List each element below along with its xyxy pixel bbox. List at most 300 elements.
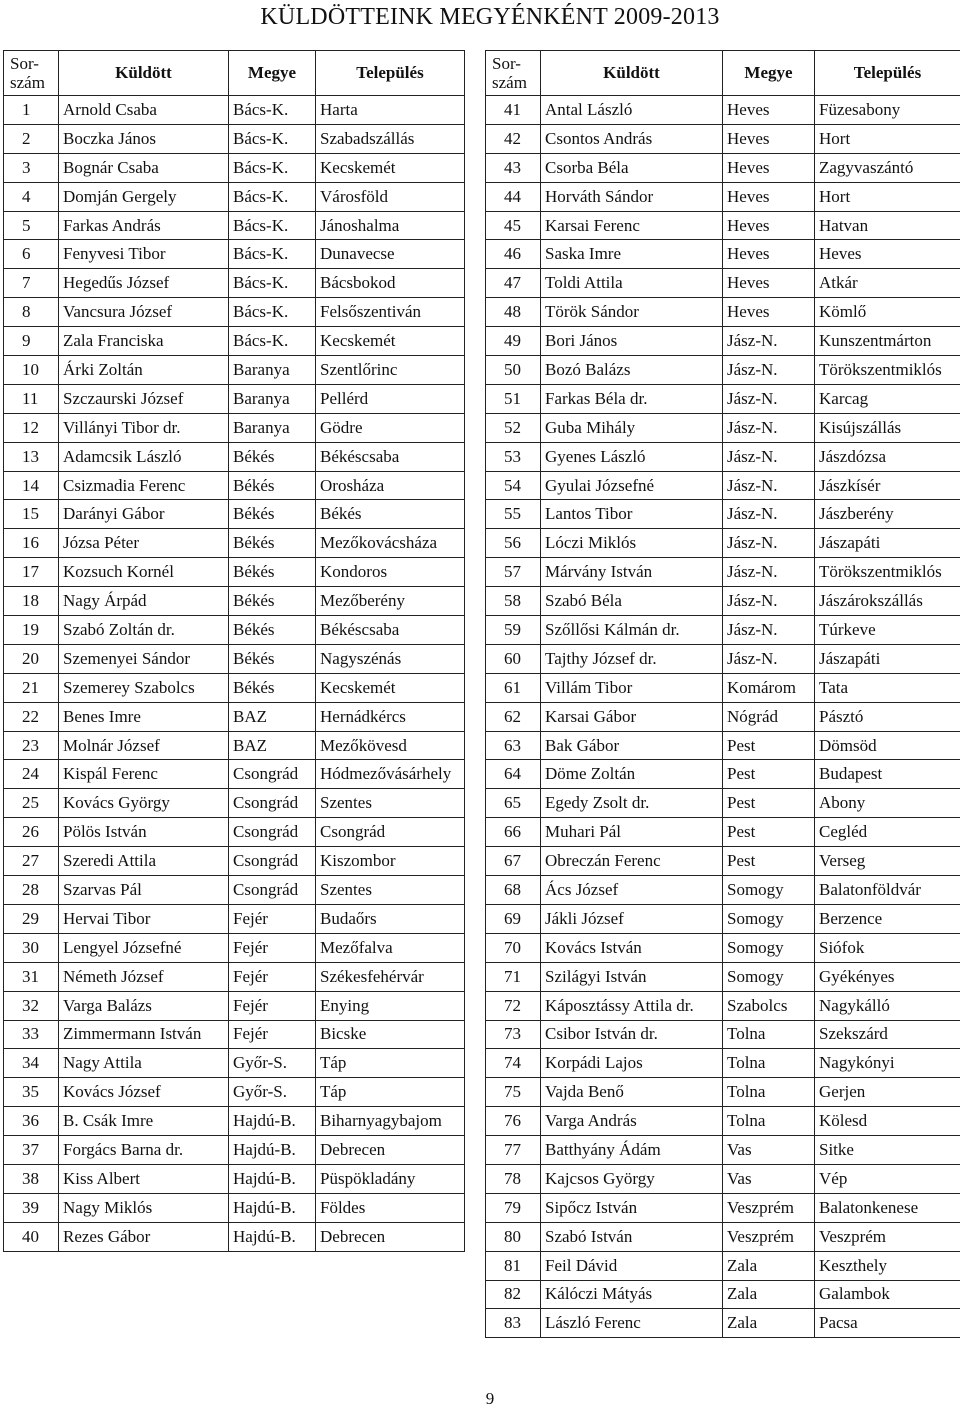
cell-telepules: Bácsbokod <box>316 269 465 298</box>
header-megye: Megye <box>723 51 815 96</box>
cell-telepules: Mezőkövesd <box>316 731 465 760</box>
cell-megye: Bács-K. <box>229 269 316 298</box>
cell-megye: Jász-N. <box>723 616 815 645</box>
cell-kuldott: Darányi Gábor <box>59 500 229 529</box>
table-row <box>486 616 960 645</box>
cell-kuldott: Kovács István <box>541 933 723 962</box>
cell-sorszam: 55 <box>486 500 541 529</box>
cell-megye: Pest <box>723 847 815 876</box>
cell-megye: Heves <box>723 211 815 240</box>
table-row <box>486 240 960 269</box>
cell-sorszam: 59 <box>486 616 541 645</box>
cell-sorszam: 12 <box>4 413 59 442</box>
cell-kuldott: Karsai Gábor <box>541 702 723 731</box>
cell-telepules: Enying <box>316 991 465 1020</box>
cell-megye: Tolna <box>723 1049 815 1078</box>
cell-megye: Heves <box>723 182 815 211</box>
table-row <box>4 240 465 269</box>
cell-megye: BAZ <box>229 702 316 731</box>
cell-sorszam: 29 <box>4 904 59 933</box>
cell-sorszam: 30 <box>4 933 59 962</box>
cell-megye: Fejér <box>229 933 316 962</box>
cell-sorszam: 4 <box>4 182 59 211</box>
cell-sorszam: 5 <box>4 211 59 240</box>
table-row <box>4 991 465 1020</box>
cell-megye: Veszprém <box>723 1222 815 1251</box>
cell-kuldott: Gyenes László <box>541 442 723 471</box>
cell-sorszam: 24 <box>4 760 59 789</box>
cell-sorszam: 32 <box>4 991 59 1020</box>
cell-megye: Hajdú-B. <box>229 1136 316 1165</box>
table-row <box>4 760 465 789</box>
cell-kuldott: Villám Tibor <box>541 673 723 702</box>
cell-kuldott: Kozsuch Kornél <box>59 558 229 587</box>
cell-telepules: Verseg <box>815 847 960 876</box>
table-row <box>4 962 465 991</box>
cell-sorszam: 33 <box>4 1020 59 1049</box>
cell-megye: Pest <box>723 789 815 818</box>
cell-kuldott: Csorba Béla <box>541 153 723 182</box>
cell-kuldott: Csizmadia Ferenc <box>59 471 229 500</box>
cell-telepules: Székesfehérvár <box>316 962 465 991</box>
cell-kuldott: Egedy Zsolt dr. <box>541 789 723 818</box>
cell-megye: Jász-N. <box>723 644 815 673</box>
table-row <box>486 211 960 240</box>
cell-telepules: Hatvan <box>815 211 960 240</box>
table-row <box>4 1193 465 1222</box>
cell-telepules: Pásztó <box>815 702 960 731</box>
cell-telepules: Táp <box>316 1078 465 1107</box>
cell-telepules: Békéscsaba <box>316 616 465 645</box>
cell-sorszam: 35 <box>4 1078 59 1107</box>
cell-sorszam: 47 <box>486 269 541 298</box>
table-header-row <box>486 51 960 96</box>
cell-kuldott: Varga Balázs <box>59 991 229 1020</box>
table-row <box>486 587 960 616</box>
table-row <box>4 182 465 211</box>
cell-telepules: Püspökladány <box>316 1164 465 1193</box>
cell-telepules: Jászapáti <box>815 529 960 558</box>
cell-telepules: Törökszentmiklós <box>815 356 960 385</box>
cell-megye: Békés <box>229 558 316 587</box>
cell-sorszam: 76 <box>486 1107 541 1136</box>
cell-megye: Bács-K. <box>229 211 316 240</box>
cell-megye: Bács-K. <box>229 124 316 153</box>
cell-kuldott: Bognár Csaba <box>59 153 229 182</box>
cell-kuldott: Szarvas Pál <box>59 876 229 905</box>
cell-kuldott: Szabó Béla <box>541 587 723 616</box>
cell-telepules: Keszthely <box>815 1251 960 1280</box>
cell-telepules: Jászapáti <box>815 644 960 673</box>
cell-telepules: Tata <box>815 673 960 702</box>
cell-kuldott: Nagy Attila <box>59 1049 229 1078</box>
cell-megye: Pest <box>723 760 815 789</box>
cell-sorszam: 36 <box>4 1107 59 1136</box>
cell-megye: Csongrád <box>229 847 316 876</box>
table-row <box>4 818 465 847</box>
table-row <box>486 1020 960 1049</box>
cell-megye: Csongrád <box>229 789 316 818</box>
cell-megye: Fejér <box>229 962 316 991</box>
table-row <box>486 1309 960 1338</box>
cell-kuldott: Gyulai Józsefné <box>541 471 723 500</box>
cell-megye: Jász-N. <box>723 356 815 385</box>
table-row <box>486 182 960 211</box>
cell-megye: Somogy <box>723 876 815 905</box>
cell-telepules: Hernádkércs <box>316 702 465 731</box>
cell-sorszam: 25 <box>4 789 59 818</box>
table-row <box>4 1164 465 1193</box>
table-row <box>486 1078 960 1107</box>
table-row <box>486 1136 960 1165</box>
header-sorszam: Sor- szám <box>4 51 59 96</box>
table-row <box>486 760 960 789</box>
cell-kuldott: Bak Gábor <box>541 731 723 760</box>
table-row <box>4 876 465 905</box>
cell-megye: Zala <box>723 1280 815 1309</box>
table-row <box>4 587 465 616</box>
table-row <box>486 269 960 298</box>
cell-telepules: Hort <box>815 124 960 153</box>
cell-kuldott: Arnold Csaba <box>59 96 229 125</box>
cell-sorszam: 28 <box>4 876 59 905</box>
cell-sorszam: 43 <box>486 153 541 182</box>
cell-sorszam: 39 <box>4 1193 59 1222</box>
cell-megye: Jász-N. <box>723 587 815 616</box>
table-row <box>4 356 465 385</box>
cell-telepules: Kecskemét <box>316 327 465 356</box>
cell-sorszam: 60 <box>486 644 541 673</box>
cell-telepules: Galambok <box>815 1280 960 1309</box>
cell-sorszam: 16 <box>4 529 59 558</box>
cell-megye: Hajdú-B. <box>229 1107 316 1136</box>
cell-sorszam: 11 <box>4 384 59 413</box>
cell-megye: Heves <box>723 124 815 153</box>
cell-sorszam: 78 <box>486 1164 541 1193</box>
cell-sorszam: 9 <box>4 327 59 356</box>
cell-telepules: Nagyszénás <box>316 644 465 673</box>
cell-megye: Békés <box>229 616 316 645</box>
cell-sorszam: 42 <box>486 124 541 153</box>
cell-kuldott: Rezes Gábor <box>59 1222 229 1251</box>
cell-sorszam: 79 <box>486 1193 541 1222</box>
cell-sorszam: 19 <box>4 616 59 645</box>
cell-telepules: Békéscsaba <box>316 442 465 471</box>
cell-kuldott: Lóczi Miklós <box>541 529 723 558</box>
cell-megye: Bács-K. <box>229 182 316 211</box>
cell-kuldott: Szilágyi István <box>541 962 723 991</box>
cell-sorszam: 67 <box>486 847 541 876</box>
cell-telepules: Abony <box>815 789 960 818</box>
cell-megye: Heves <box>723 298 815 327</box>
cell-telepules: Karcag <box>815 384 960 413</box>
cell-telepules: Mezőberény <box>316 587 465 616</box>
cell-kuldott: Jákli József <box>541 904 723 933</box>
cell-kuldott: Molnár József <box>59 731 229 760</box>
cell-sorszam: 61 <box>486 673 541 702</box>
cell-megye: Hajdú-B. <box>229 1164 316 1193</box>
cell-kuldott: Fenyvesi Tibor <box>59 240 229 269</box>
cell-sorszam: 7 <box>4 269 59 298</box>
cell-sorszam: 69 <box>486 904 541 933</box>
cell-telepules: Cegléd <box>815 818 960 847</box>
cell-kuldott: Villányi Tibor dr. <box>59 413 229 442</box>
cell-megye: Tolna <box>723 1107 815 1136</box>
cell-sorszam: 44 <box>486 182 541 211</box>
cell-kuldott: Ács József <box>541 876 723 905</box>
cell-kuldott: Zala Franciska <box>59 327 229 356</box>
cell-megye: Somogy <box>723 962 815 991</box>
cell-megye: Békés <box>229 587 316 616</box>
cell-kuldott: Vajda Benő <box>541 1078 723 1107</box>
cell-telepules: Zagyvaszántó <box>815 153 960 182</box>
cell-megye: Heves <box>723 240 815 269</box>
cell-sorszam: 53 <box>486 442 541 471</box>
cell-kuldott: Pölös István <box>59 818 229 847</box>
cell-kuldott: B. Csák Imre <box>59 1107 229 1136</box>
cell-kuldott: László Ferenc <box>541 1309 723 1338</box>
cell-megye: Jász-N. <box>723 413 815 442</box>
table-row <box>486 1222 960 1251</box>
table-row <box>4 298 465 327</box>
cell-megye: BAZ <box>229 731 316 760</box>
cell-megye: Jász-N. <box>723 442 815 471</box>
cell-kuldott: Feil Dávid <box>541 1251 723 1280</box>
cell-megye: Győr-S. <box>229 1049 316 1078</box>
cell-megye: Bács-K. <box>229 240 316 269</box>
cell-sorszam: 66 <box>486 818 541 847</box>
table-row <box>486 558 960 587</box>
cell-telepules: Mezőkovácsháza <box>316 529 465 558</box>
cell-kuldott: Szabó István <box>541 1222 723 1251</box>
cell-telepules: Gödre <box>316 413 465 442</box>
table-row <box>4 1107 465 1136</box>
cell-kuldott: Karsai Ferenc <box>541 211 723 240</box>
cell-sorszam: 56 <box>486 529 541 558</box>
table-row <box>486 1193 960 1222</box>
table-row <box>4 616 465 645</box>
cell-sorszam: 31 <box>4 962 59 991</box>
cell-megye: Jász-N. <box>723 558 815 587</box>
cell-kuldott: Szemerey Szabolcs <box>59 673 229 702</box>
cell-megye: Békés <box>229 500 316 529</box>
cell-sorszam: 13 <box>4 442 59 471</box>
cell-sorszam: 15 <box>4 500 59 529</box>
table-row <box>4 702 465 731</box>
cell-sorszam: 46 <box>486 240 541 269</box>
table-row <box>486 818 960 847</box>
header-megye: Megye <box>229 51 316 96</box>
cell-telepules: Füzesabony <box>815 96 960 125</box>
cell-megye: Komárom <box>723 673 815 702</box>
cell-telepules: Siófok <box>815 933 960 962</box>
table-row <box>486 356 960 385</box>
cell-kuldott: Kovács József <box>59 1078 229 1107</box>
table-row <box>4 124 465 153</box>
cell-sorszam: 18 <box>4 587 59 616</box>
cell-megye: Pest <box>723 731 815 760</box>
cell-kuldott: Csontos András <box>541 124 723 153</box>
cell-sorszam: 51 <box>486 384 541 413</box>
cell-megye: Baranya <box>229 384 316 413</box>
cell-kuldott: Vancsura József <box>59 298 229 327</box>
cell-megye: Somogy <box>723 904 815 933</box>
cell-telepules: Harta <box>316 96 465 125</box>
cell-kuldott: Lantos Tibor <box>541 500 723 529</box>
table-row <box>4 1020 465 1049</box>
cell-sorszam: 17 <box>4 558 59 587</box>
cell-telepules: Földes <box>316 1193 465 1222</box>
cell-telepules: Dömsöd <box>815 731 960 760</box>
cell-megye: Békés <box>229 529 316 558</box>
cell-telepules: Jánoshalma <box>316 211 465 240</box>
cell-kuldott: Kajcsos György <box>541 1164 723 1193</box>
cell-sorszam: 41 <box>486 96 541 125</box>
cell-sorszam: 68 <box>486 876 541 905</box>
table-row <box>4 558 465 587</box>
cell-megye: Hajdú-B. <box>229 1193 316 1222</box>
cell-telepules: Jászdózsa <box>815 442 960 471</box>
table-row <box>4 673 465 702</box>
cell-kuldott: Bozó Balázs <box>541 356 723 385</box>
cell-sorszam: 2 <box>4 124 59 153</box>
cell-megye: Heves <box>723 96 815 125</box>
cell-kuldott: Kiss Albert <box>59 1164 229 1193</box>
cell-kuldott: Antal László <box>541 96 723 125</box>
table-row <box>4 731 465 760</box>
page-number: 9 <box>485 1389 495 1408</box>
cell-megye: Győr-S. <box>229 1078 316 1107</box>
table-row <box>4 529 465 558</box>
cell-kuldott: Török Sándor <box>541 298 723 327</box>
table-row <box>486 1164 960 1193</box>
cell-telepules: Heves <box>815 240 960 269</box>
cell-kuldott: Szeredi Attila <box>59 847 229 876</box>
cell-telepules: Mezőfalva <box>316 933 465 962</box>
cell-megye: Fejér <box>229 1020 316 1049</box>
cell-sorszam: 50 <box>486 356 541 385</box>
cell-kuldott: Saska Imre <box>541 240 723 269</box>
table-row <box>486 789 960 818</box>
cell-telepules: Kölesd <box>815 1107 960 1136</box>
table-row <box>486 442 960 471</box>
cell-sorszam: 1 <box>4 96 59 125</box>
cell-telepules: Kunszentmárton <box>815 327 960 356</box>
table-row <box>486 991 960 1020</box>
cell-megye: Baranya <box>229 356 316 385</box>
cell-megye: Vas <box>723 1136 815 1165</box>
table-row <box>486 1280 960 1309</box>
cell-sorszam: 80 <box>486 1222 541 1251</box>
cell-kuldott: Szőllősi Kálmán dr. <box>541 616 723 645</box>
cell-telepules: Kondoros <box>316 558 465 587</box>
cell-kuldott: Nagy Miklós <box>59 1193 229 1222</box>
cell-sorszam: 63 <box>486 731 541 760</box>
cell-kuldott: Sipőcz István <box>541 1193 723 1222</box>
table-row <box>4 1049 465 1078</box>
cell-sorszam: 21 <box>4 673 59 702</box>
cell-kuldott: Adamcsik László <box>59 442 229 471</box>
table-row <box>486 471 960 500</box>
cell-sorszam: 57 <box>486 558 541 587</box>
cell-megye: Fejér <box>229 904 316 933</box>
cell-kuldott: Csibor István dr. <box>541 1020 723 1049</box>
cell-kuldott: Bori János <box>541 327 723 356</box>
table-row <box>486 904 960 933</box>
cell-telepules: Szentlőrinc <box>316 356 465 385</box>
cell-telepules: Berzence <box>815 904 960 933</box>
table-row <box>4 471 465 500</box>
cell-kuldott: Benes Imre <box>59 702 229 731</box>
cell-sorszam: 62 <box>486 702 541 731</box>
cell-megye: Jász-N. <box>723 500 815 529</box>
cell-megye: Jász-N. <box>723 327 815 356</box>
cell-telepules: Budapest <box>815 760 960 789</box>
cell-sorszam: 48 <box>486 298 541 327</box>
cell-kuldott: Németh József <box>59 962 229 991</box>
cell-megye: Heves <box>723 153 815 182</box>
cell-kuldott: Guba Mihály <box>541 413 723 442</box>
cell-kuldott: Hervai Tibor <box>59 904 229 933</box>
cell-megye: Csongrád <box>229 760 316 789</box>
cell-kuldott: Muhari Pál <box>541 818 723 847</box>
cell-megye: Nógrád <box>723 702 815 731</box>
table-row <box>486 500 960 529</box>
cell-kuldott: Káposztássy Attila dr. <box>541 991 723 1020</box>
cell-telepules: Nagykónyi <box>815 1049 960 1078</box>
cell-kuldott: Kovács György <box>59 789 229 818</box>
table-row <box>486 124 960 153</box>
delegates-table-right <box>485 50 960 1338</box>
cell-sorszam: 26 <box>4 818 59 847</box>
table-row <box>4 1136 465 1165</box>
cell-kuldott: Farkas Béla dr. <box>541 384 723 413</box>
table-row <box>486 847 960 876</box>
cell-telepules: Városföld <box>316 182 465 211</box>
cell-megye: Heves <box>723 269 815 298</box>
cell-kuldott: Kispál Ferenc <box>59 760 229 789</box>
cell-megye: Jász-N. <box>723 529 815 558</box>
cell-telepules: Békés <box>316 500 465 529</box>
cell-kuldott: Nagy Árpád <box>59 587 229 616</box>
cell-sorszam: 37 <box>4 1136 59 1165</box>
header-sorszam: Sor- szám <box>486 51 541 96</box>
cell-telepules: Kecskemét <box>316 153 465 182</box>
cell-telepules: Dunavecse <box>316 240 465 269</box>
cell-kuldott: Batthyány Ádám <box>541 1136 723 1165</box>
cell-telepules: Balatonkenese <box>815 1193 960 1222</box>
table-row <box>486 1107 960 1136</box>
cell-telepules: Bicske <box>316 1020 465 1049</box>
table-row <box>4 1222 465 1251</box>
cell-kuldott: Döme Zoltán <box>541 760 723 789</box>
cell-kuldott: Korpádi Lajos <box>541 1049 723 1078</box>
table-row <box>486 96 960 125</box>
cell-telepules: Csongrád <box>316 818 465 847</box>
table-row <box>4 153 465 182</box>
cell-kuldott: Obreczán Ferenc <box>541 847 723 876</box>
cell-megye: Zala <box>723 1309 815 1338</box>
table-row <box>486 1049 960 1078</box>
cell-megye: Békés <box>229 644 316 673</box>
cell-sorszam: 40 <box>4 1222 59 1251</box>
cell-telepules: Táp <box>316 1049 465 1078</box>
cell-megye: Csongrád <box>229 876 316 905</box>
cell-sorszam: 74 <box>486 1049 541 1078</box>
cell-kuldott: Márvány István <box>541 558 723 587</box>
cell-sorszam: 58 <box>486 587 541 616</box>
header-kuldott: Küldött <box>541 51 723 96</box>
